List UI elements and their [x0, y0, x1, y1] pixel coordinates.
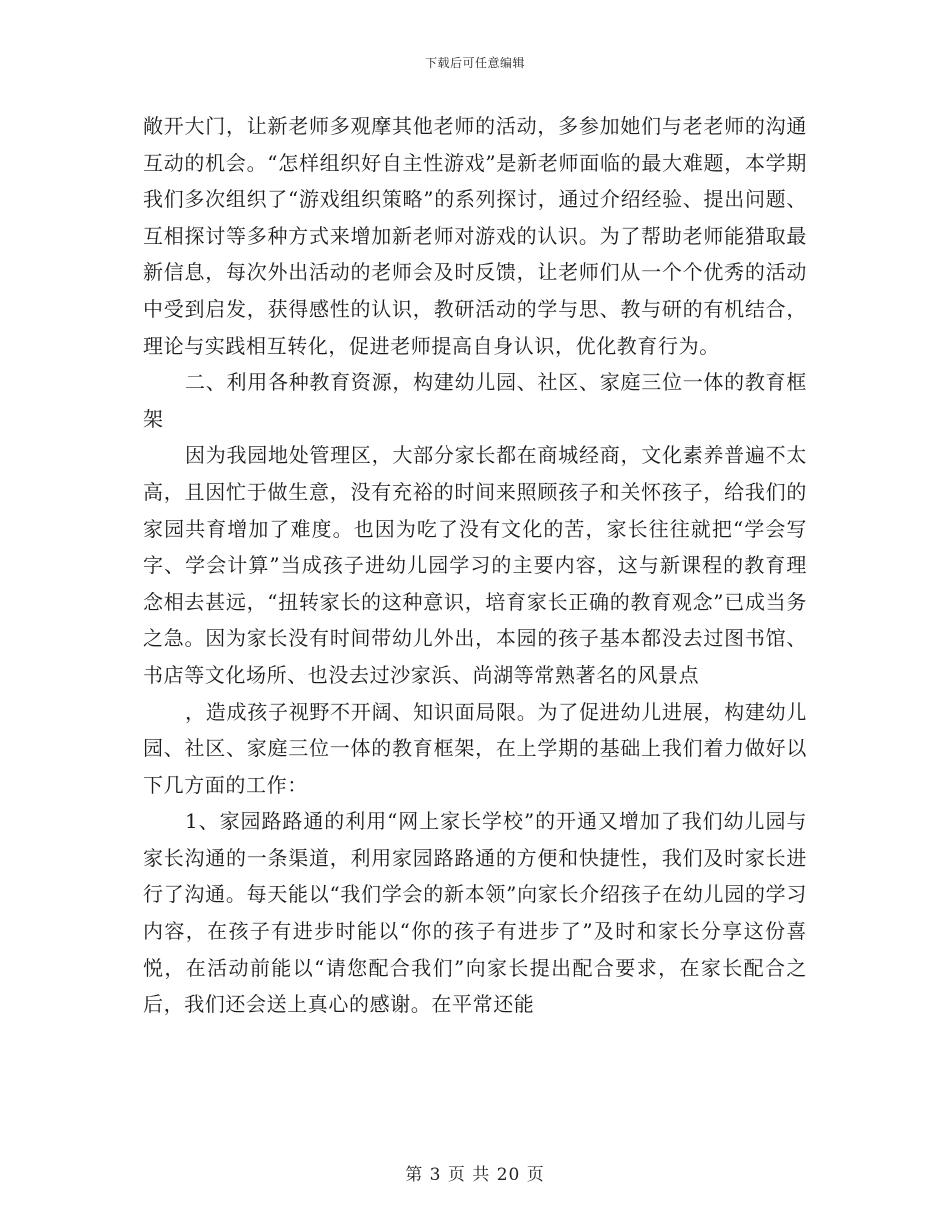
page-number: 第 3 页 共 20 页: [405, 1165, 545, 1185]
section-heading: 二、利用各种教育资源，构建幼儿园、社区、家庭三位一体的教育框架: [143, 370, 807, 431]
page-header-note: 下载后可任意编辑: [424, 56, 525, 70]
paragraph-parents-background: 因为我园地处管理区，大部分家长都在商城经商，文化素养普遍不太高，且因忙于做生意，没有充裕的时间来照顾孩子和关怀孩子，给我们的家园共育增加了难度。也因为吃了没有文化的苦，家长往往就把“学会写字、学会计算”当成孩子进幼儿园学习的主要内容，这与新课程的教育理念相去甚远，“扭转家长的这种意识，培育家长正确的教育观念”已成当务之急。因为家长没有时间带幼儿外出，本园的孩子基本都没去过图书馆、书店等文化场所、也没去过沙家浜、尚湖等常熟著名的风景点: [143, 443, 807, 687]
document-body: [143, 108, 807, 1023]
paragraph-continuation: 敞开大门，让新老师多观摩其他老师的活动，多参加她们与老老师的沟通互动的机会。“怎样组织好自主性游戏”是新老师面临的最大难题，本学期我们多次组织了“游戏组织策略”的系列探讨，通过介绍经验、提出问题、互相探讨等多种方式来增加新老师对游戏的认识。为了帮助老师能猎取最新信息，每次外出活动的老师会及时反馈，让老师们从一个个优秀的活动中受到启发，获得感性的认识，教研活动的学与思、教与研的有机结合，理论与实践相互转化，促进老师提高自身认识，优化教育行为。: [143, 114, 807, 358]
paragraph-item-1: 1、家园路路通的利用“网上家长学校”的开通又增加了我们幼儿园与家长沟通的一条渠道，利用家园路路通的方便和快捷性，我们及时家长进行了沟通。每天能以“我们学会的新本领”向家长介绍孩子在幼儿园的学习内容，在孩子有进步时能以“你的孩子有进步了”及时和家长分享这份喜悦，在活动前能以“请您配合我们”向家长提出配合要求，在家长配合之后，我们还会送上真心的感谢。在平常还能: [143, 809, 807, 1017]
paragraph-framework-work: ，造成孩子视野不开阔、知识面局限。为了促进幼儿进展，构建幼儿园、社区、家庭三位一体的教育框架，在上学期的基础上我们着力做好以下几方面的工作：: [143, 699, 807, 797]
